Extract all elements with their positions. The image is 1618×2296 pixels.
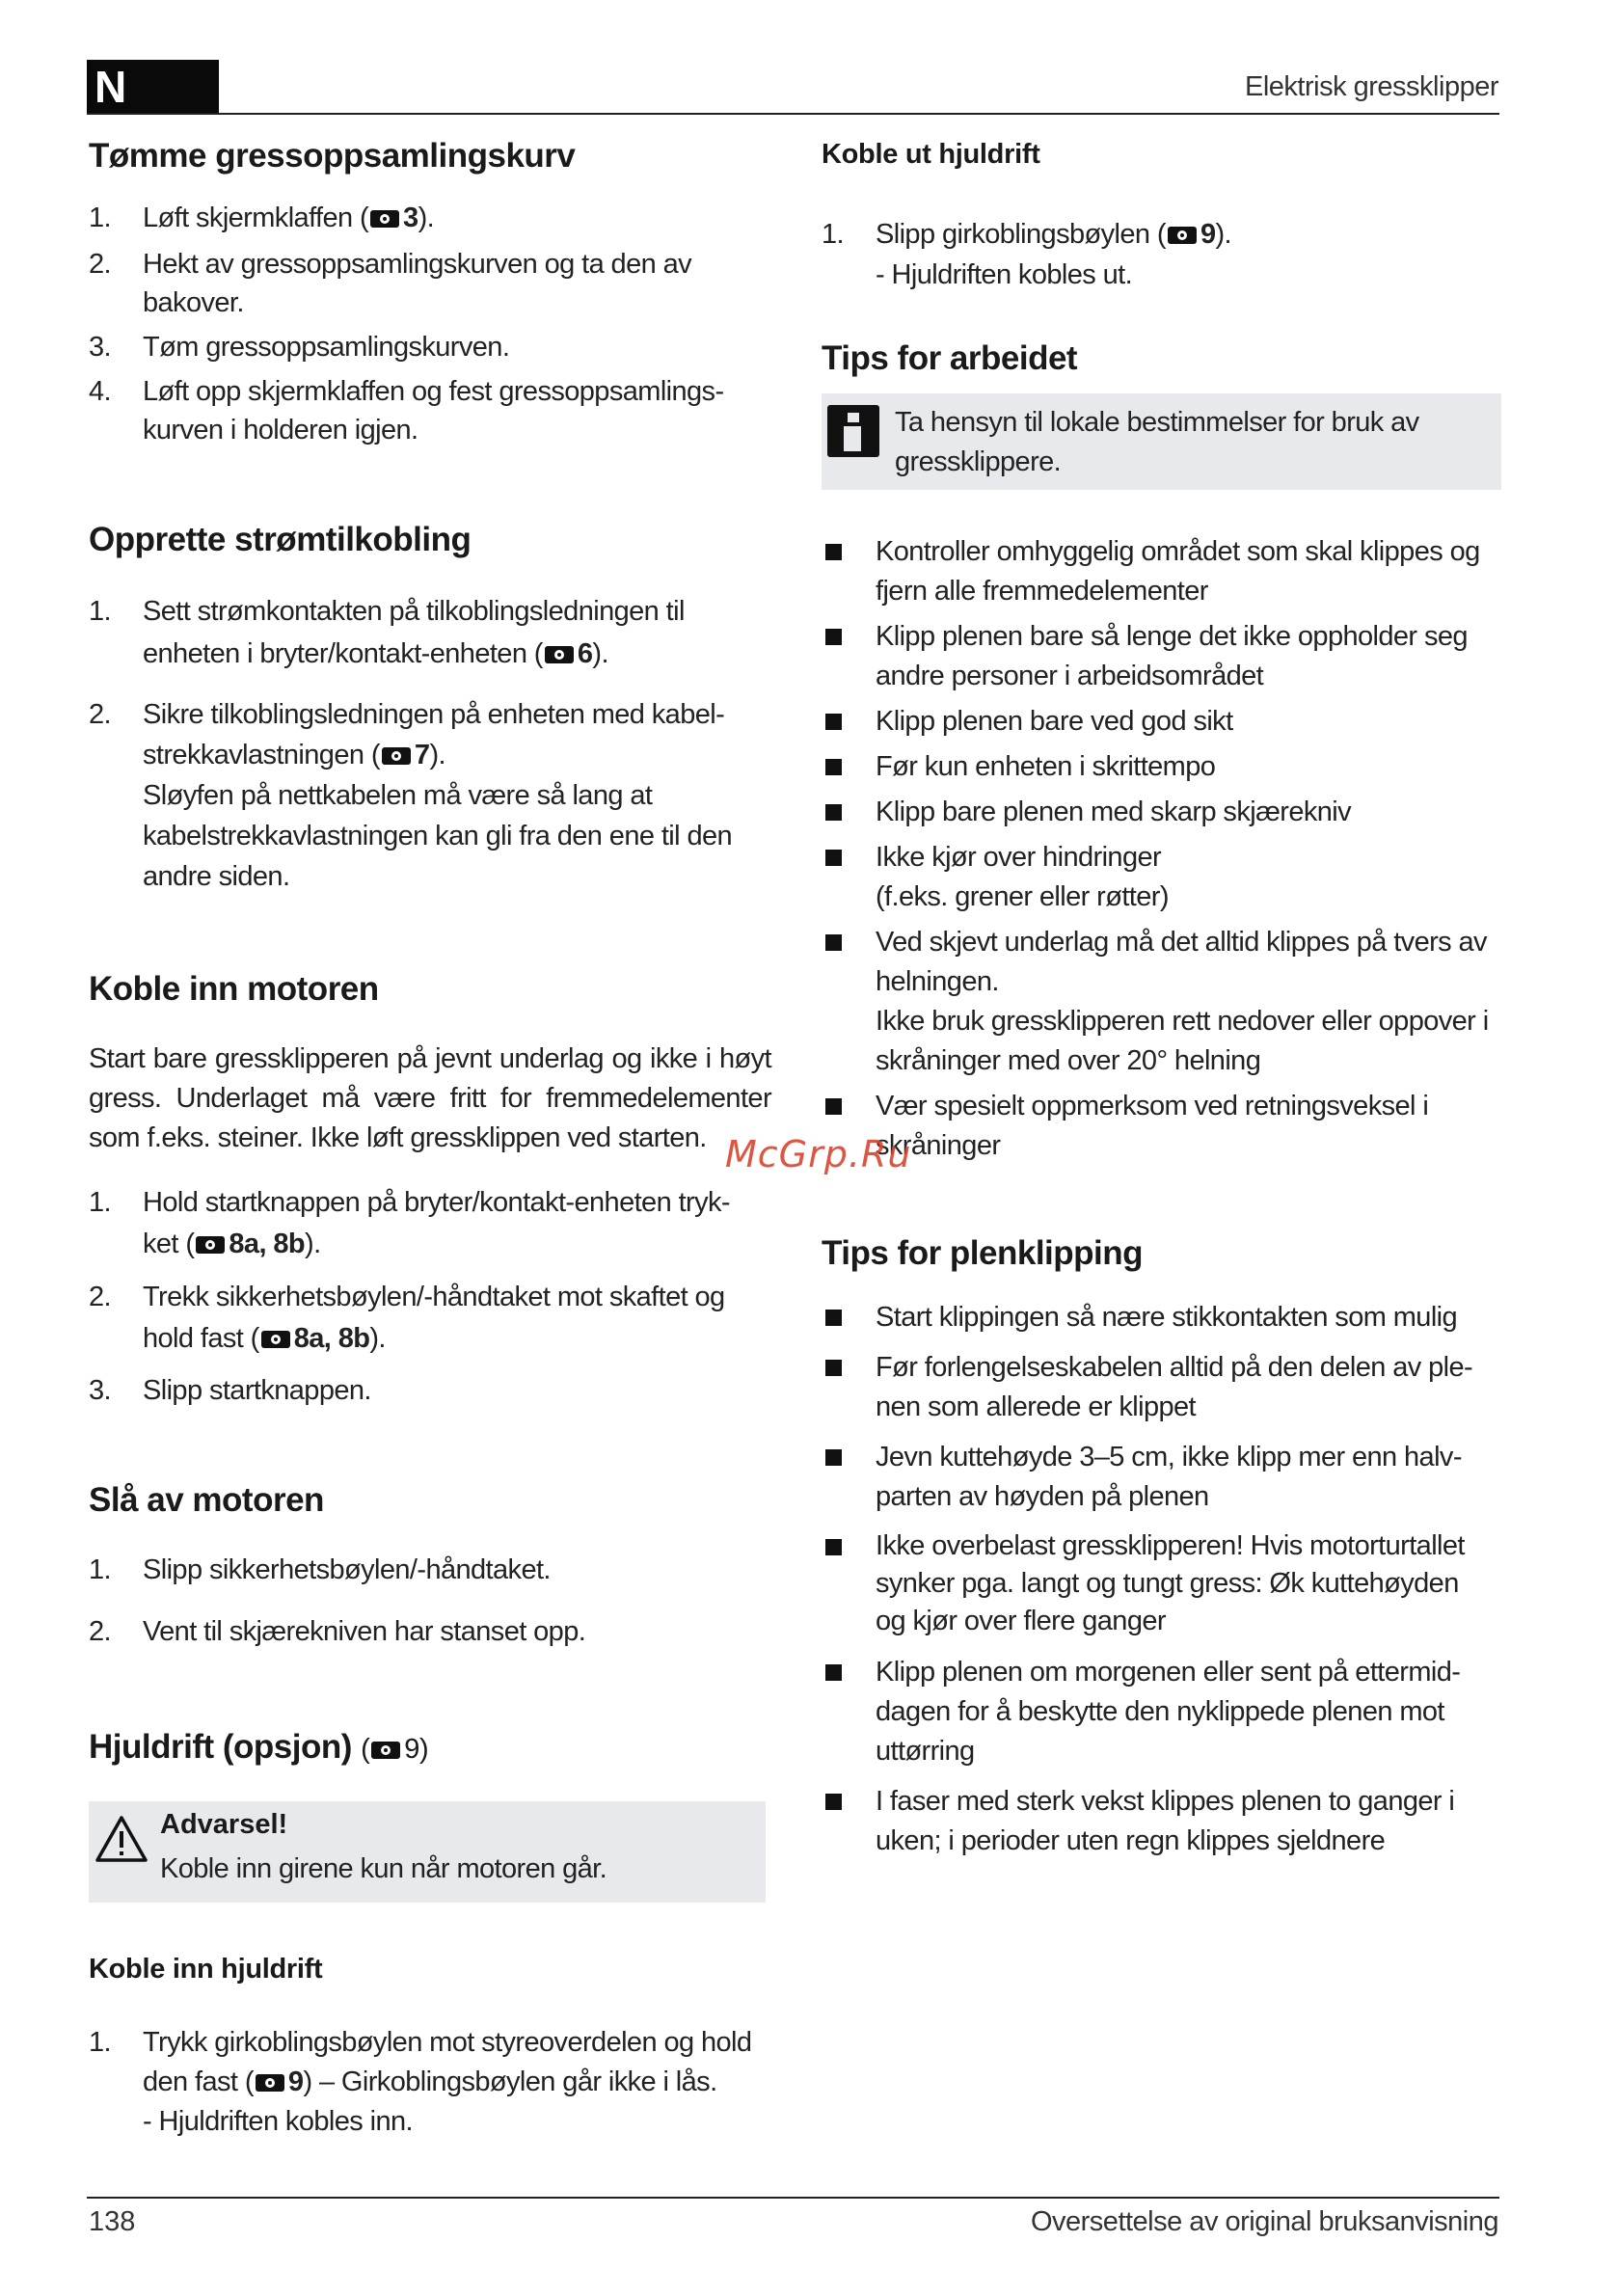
bullet-square-icon [825, 1449, 842, 1466]
bullet-text: Ikke kjør over hindringer (f.eks. grener eller røtter) [876, 842, 1169, 912]
warning-triangle-icon [94, 1815, 148, 1863]
item-text: Slipp girkoblingsbøylen ( [876, 219, 1166, 250]
bullet-text: Ikke overbelast gressklipperen! Hvis motorturtallet synker pga. langt og tungt gress: Øk kuttehøyden og kjør over flere ganger [876, 1530, 1465, 1636]
item-text-end: ) – Girkoblingsbøylen går ikke i lås. [303, 2066, 717, 2097]
bullet-square-icon [825, 1539, 842, 1555]
item-note: - Hjuldriften kobles inn. [143, 2106, 413, 2137]
item-number: 2. [89, 699, 111, 730]
item-text: Hold startknappen på bryter/kontakt-enheten tryk-ket ( [143, 1187, 730, 1259]
watermark-text: McGrp.Ru [725, 1133, 912, 1175]
item-text: Trykk girkoblingsbøylen mot styreoverdelen og hold den fast ( [143, 2027, 752, 2097]
figure-ref: 3 [403, 203, 418, 233]
bullet-text: Før kun enheten i skrittempo [876, 751, 1216, 782]
figure-ref: 6 [577, 638, 593, 669]
camera-icon [545, 646, 574, 663]
bullet-square-icon [825, 1310, 842, 1326]
bullet-text: Klipp bare plenen med skarp skjærekniv [876, 797, 1352, 827]
item-text: Slipp startknappen. [143, 1375, 371, 1406]
section-title-stop-motor: Slå av motoren [89, 1481, 324, 1519]
bullet-text: Før forlengelseskabelen alltid på den delen av ple-nen som allerede er klippet [876, 1352, 1473, 1422]
camera-icon [1168, 227, 1197, 244]
camera-icon [196, 1236, 225, 1254]
warning-text: Koble inn girene kun når motoren går. [160, 1853, 607, 1884]
item-number: 1. [89, 596, 111, 627]
bullet-square-icon [825, 934, 842, 951]
item-text-end: ). [305, 1229, 321, 1259]
camera-icon [382, 747, 411, 765]
info-box [822, 393, 1501, 490]
camera-icon [371, 1742, 400, 1759]
item-text: Vent til skjærekniven har stanset opp. [143, 1616, 586, 1647]
info-icon [827, 405, 879, 457]
item-text: Sett strømkontakten på tilkoblingsledningen til enheten i bryter/kontakt-enheten ( [143, 596, 685, 669]
figure-ref: 7 [414, 740, 430, 770]
bullet-text: Kontroller omhyggelig området som skal klippes og fjern alle fremmedelementer [876, 536, 1480, 607]
section-title-wheel-drive: Hjuldrift (opsjon) ( 9) [89, 1728, 429, 1766]
warning-box [89, 1801, 766, 1903]
item-number: 2. [89, 249, 111, 280]
item-text-end: ). [592, 638, 608, 669]
item-number: 3. [89, 332, 111, 363]
figure-ref: 9 [404, 1734, 419, 1765]
figure-ref: 8a, 8b [229, 1229, 306, 1259]
camera-icon [256, 2074, 284, 2092]
bullet-square-icon [825, 850, 842, 866]
figure-ref: 9 [287, 2066, 304, 2097]
item-text: Hekt av gressoppsamlingskurven og ta den av bakover. [143, 249, 692, 318]
bullet-text: Klipp plenen om morgenen eller sent på ettermid-dagen for å beskytte den nyklippede plenen mot uttørring [876, 1657, 1461, 1767]
camera-icon [370, 210, 399, 228]
item-number: 4. [89, 376, 111, 407]
item-text: Løft opp skjermklaffen og fest gressoppsamlings-kurven i holderen igjen. [143, 376, 724, 446]
figure-ref: 9 [1200, 219, 1216, 250]
item-number: 1. [89, 1187, 111, 1218]
subsection-title-engage-wheel-drive: Koble inn hjuldrift [89, 1954, 323, 1985]
item-text-end: ). [369, 1323, 386, 1354]
item-number: 2. [89, 1616, 111, 1647]
footer-rule [87, 2197, 1499, 2199]
bullet-square-icon [825, 714, 842, 730]
bullet-text: Start klippingen så nære stikkontakten som mulig [876, 1302, 1458, 1333]
warning-title: Advarsel! [160, 1809, 288, 1840]
item-text: Sikre tilkoblingsledningen på enheten med kabel-strekkavlastningen ( [143, 699, 725, 770]
item-number: 1. [822, 219, 844, 250]
item-text: Tøm gressoppsamlingskurven. [143, 332, 510, 363]
bullet-note: Ikke bruk gressklipperen rett nedover eller oppover i skråninger med over 20° helning [876, 1006, 1489, 1076]
start-motor-intro: Start bare gressklipperen på jevnt underlag og ikke i høyt gress. Underlaget må være fritt for fremmedelementer som f.eks. steiner. Ikke løft gressklippen ved starten. [89, 1043, 771, 1153]
bullet-text: Jevn kuttehøyde 3–5 cm, ikke klipp mer enn halv-parten av høyden på plenen [876, 1442, 1462, 1512]
running-header-title: Elektrisk gressklipper [1245, 71, 1498, 102]
bullet-square-icon [825, 629, 842, 645]
page-number: 138 [89, 2206, 136, 2237]
title-text: Hjuldrift (opsjon) [89, 1728, 352, 1766]
footer-text: Oversettelse av original bruksanvisning [1030, 2206, 1498, 2237]
item-text: Løft skjermklaffen ( [143, 203, 369, 233]
bullet-text: Vær spesielt oppmerksom ved retningsveksel i skråninger [876, 1091, 1429, 1161]
item-text-end: ). [1215, 219, 1231, 250]
item-text: Trekk sikkerhetsbøylen/-håndtaket mot skaftet og hold fast ( [143, 1282, 725, 1354]
item-number: 1. [89, 1554, 111, 1585]
bullet-square-icon [825, 1794, 842, 1810]
language-tab: N [87, 60, 219, 114]
item-note: Sløyfen på nettkabelen må være så lang at kabelstrekkavlastningen kan gli fra den ene til den andre siden. [143, 780, 733, 892]
camera-icon [261, 1331, 290, 1348]
figure-ref: 8a, 8b [293, 1323, 370, 1354]
info-text: Ta hensyn til lokale bestimmelser for bruk av gressklippere. [895, 407, 1419, 477]
item-number: 1. [89, 203, 111, 233]
header-rule [87, 113, 1499, 115]
item-number: 2. [89, 1282, 111, 1312]
section-title-empty-basket: Tømme gressoppsamlingskurv [89, 137, 576, 175]
item-text-end: ). [429, 740, 445, 770]
item-note: - Hjuldriften kobles ut. [876, 259, 1133, 290]
subsection-title-disengage-wheel-drive: Koble ut hjuldrift [822, 139, 1040, 170]
item-text: Slipp sikkerhetsbøylen/-håndtaket. [143, 1554, 551, 1585]
section-title-power-connection: Opprette strømtilkobling [89, 521, 472, 558]
section-title-lawn-tips: Tips for plenklipping [822, 1234, 1144, 1272]
section-title-start-motor: Koble inn motoren [89, 970, 379, 1008]
bullet-square-icon [825, 544, 842, 560]
item-text-end: ). [418, 203, 435, 233]
bullet-square-icon [825, 1098, 842, 1115]
bullet-text: Ved skjevt underlag må det alltid klippes på tvers av helningen. [876, 927, 1487, 997]
bullet-text: I faser med sterk vekst klippes plenen to ganger i uken; i perioder uten regn klippes sjeldnere [876, 1786, 1455, 1856]
bullet-text: Klipp plenen bare ved god sikt [876, 706, 1233, 737]
bullet-text: Klipp plenen bare så lenge det ikke oppholder seg andre personer i arbeidsområdet [876, 621, 1468, 691]
bullet-square-icon [825, 1360, 842, 1376]
item-number: 1. [89, 2027, 111, 2058]
section-title-work-tips: Tips for arbeidet [822, 339, 1078, 377]
bullet-square-icon [825, 1664, 842, 1681]
item-number: 3. [89, 1375, 111, 1406]
bullet-square-icon [825, 804, 842, 821]
bullet-square-icon [825, 759, 842, 775]
